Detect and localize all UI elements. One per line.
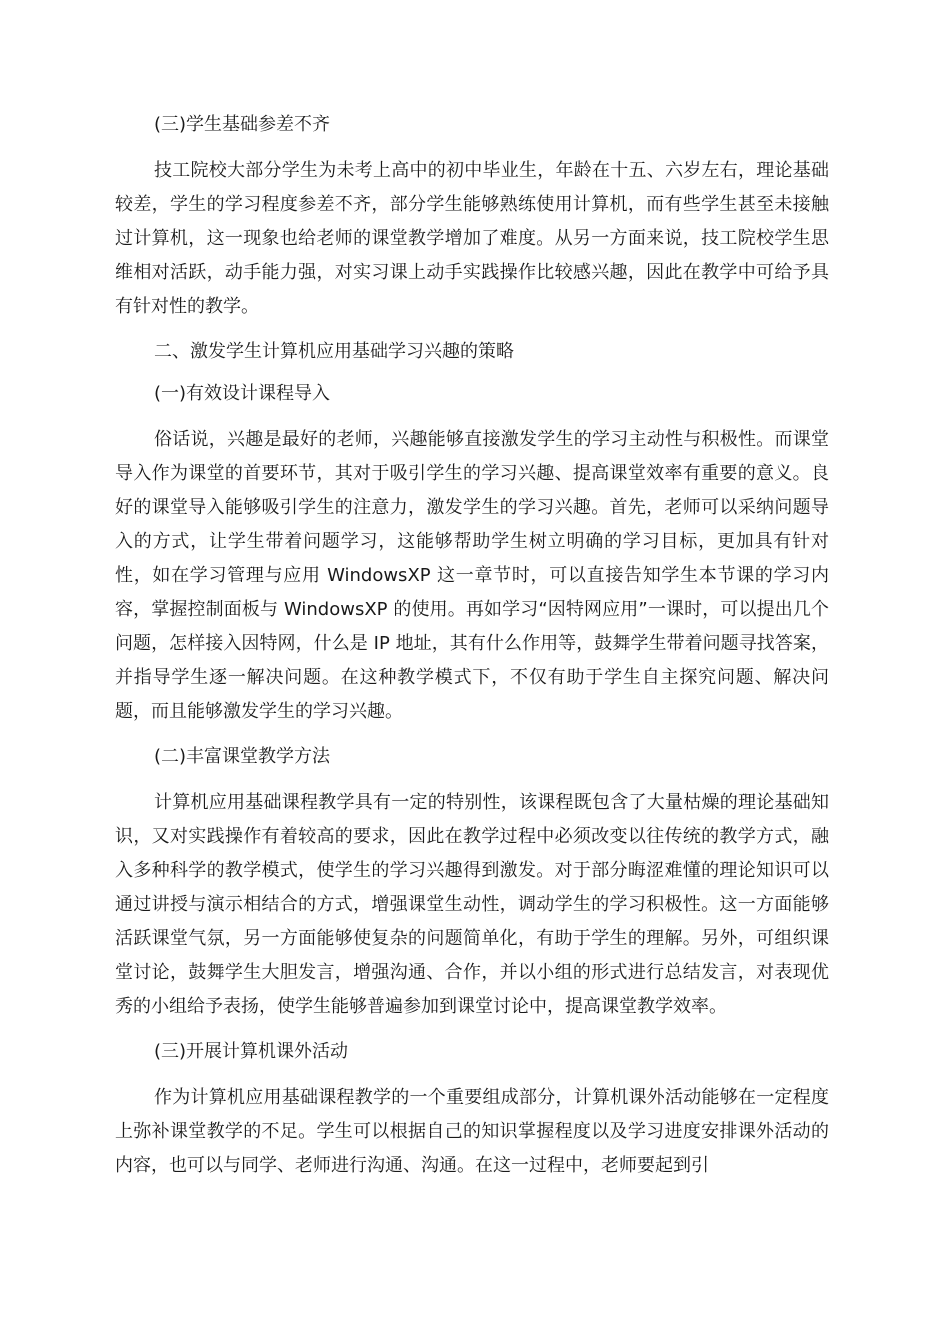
paragraph-extracurricular: 作为计算机应用基础课程教学的一个重要组成部分，计算机课外活动能够在一定程度上弥补课堂教学的不足。学生可以根据自己的知识掌握程度以及学习进度安排课外活动的内容，也可以与同学、老师进行沟通、沟通。在这一过程中，老师要起到引	[115, 1087, 829, 1176]
subsection-heading-teaching-methods: (二)丰富课堂教学方法	[154, 746, 331, 767]
subsection-heading-course-intro: (一)有效设计课程导入	[154, 383, 331, 404]
section-heading-student-basis: (三)学生基础参差不齐	[154, 114, 331, 135]
subsection-heading-extracurricular: (三)开展计算机课外活动	[154, 1041, 349, 1062]
paragraph-teaching-methods: 计算机应用基础课程教学具有一定的特别性，该课程既包含了大量枯燥的理论基础知识，又对实践操作有着较高的要求，因此在教学过程中必须改变以往传统的教学方式，融入多种科学的教学模式，使学生的学习兴趣得到激发。对于部分晦涩难懂的理论知识可以通过讲授与演示相结合的方式，增强课堂生动性，调动学生的学习积极性。这一方面能够活跃课堂气氛，另一方面能够使复杂的问题简单化，有助于学生的理解。另外，可组织课堂讨论，鼓舞学生大胆发言，增强沟通、合作，并以小组的形式进行总结发言，对表现优秀的小组给予表扬，使学生能够普遍参加到课堂讨论中，提高课堂教学效率。	[115, 792, 829, 1017]
paragraph-student-basis: 技工院校大部分学生为未考上高中的初中毕业生，年龄在十五、六岁左右，理论基础较差，学生的学习程度参差不齐，部分学生能够熟练使用计算机，而有些学生甚至未接触过计算机，这一现象也给老师的课堂教学增加了难度。从另一方面来说，技工院校学生思维相对活跃，动手能力强，对实习课上动手实践操作比较感兴趣，因此在教学中可给予具有针对性的教学。	[115, 160, 829, 317]
section-heading-strategies: 二、激发学生计算机应用基础学习兴趣的策略	[154, 341, 514, 362]
paragraph-course-intro: 俗话说，兴趣是最好的老师，兴趣能够直接激发学生的学习主动性与积极性。而课堂导入作为课堂的首要环节，其对于吸引学生的学习兴趣、提高课堂效率有重要的意义。良好的课堂导入能够吸引学生的注意力，激发学生的学习兴趣。首先，老师可以采纳问题导入的方式，让学生带着问题学习，这能够帮助学生树立明确的学习目标，更加具有针对性，如在学习管理与应用 WindowsXP 这一章节时，可以直接告知学生本节课的学习内容，掌握控制面板与 WindowsXP 的使用。再如学习“因特网应用”一课时，可以提出几个问题，怎样接入因特网，什么是 IP 地址，其有什么作用等，鼓舞学生带着问题寻找答案，并指导学生逐一解决问题。在这种教学模式下，不仅有助于学生自主探究问题、解决问题，而且能够激发学生的学习兴趣。	[115, 429, 829, 722]
document-body	[115, 108, 829, 1183]
